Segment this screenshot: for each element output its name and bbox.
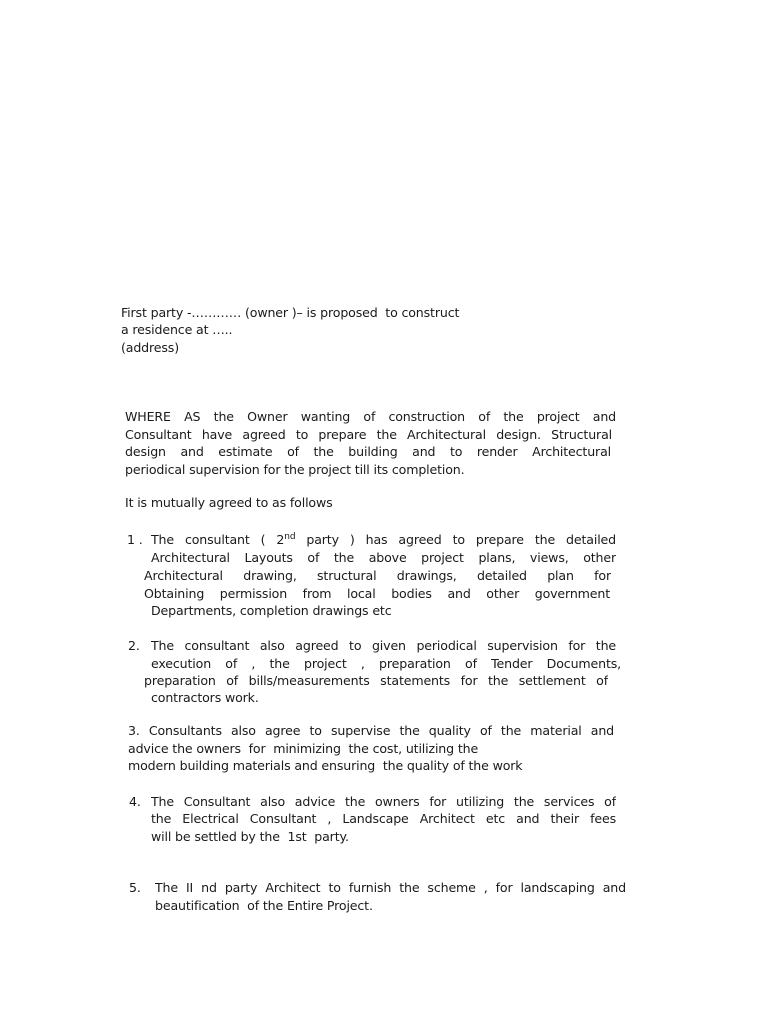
clause-1-line-1-b: party ) has agreed to prepare the detailed: [295, 532, 616, 547]
clause-3-line-3: modern building materials and ensuring the quality of the work: [128, 758, 523, 773]
clause-1-line-4: Obtaining permission from local bodies and other government: [144, 586, 610, 601]
clause-2-line-1: The consultant also agreed to given periodical supervision for the: [151, 638, 616, 653]
clause-2-line-4: contractors work.: [151, 690, 259, 705]
clause-1-line-5: Departments, completion drawings etc: [151, 603, 392, 618]
clause-4-line-3: will be settled by the 1st party.: [151, 829, 349, 844]
clause-1-superscript: nd: [284, 532, 296, 542]
clause-1-line-3: Architectural drawing, structural drawings, detailed plan for: [144, 568, 611, 583]
address-line: (address): [121, 340, 179, 355]
whereas-line-3: design and estimate of the building and to render Architectural: [125, 444, 611, 459]
clause-1-line-1-a: The consultant ( 2: [151, 532, 285, 547]
clause-1-line-2: Architectural Layouts of the above project plans, views, other: [151, 550, 616, 565]
clause-1-line-1: [151, 531, 616, 548]
clause-3-line-1: 3. Consultants also agree to supervise the quality of the material and: [128, 723, 614, 738]
clause-2-number: 2.: [128, 638, 140, 653]
residence-line: a residence at …..: [121, 322, 233, 337]
clause-4-line-1: The Consultant also advice the owners for utilizing the services of: [151, 794, 616, 809]
clause-2-line-3: preparation of bills/measurements statements for the settlement of: [144, 673, 608, 688]
clause-5-line-2: beautification of the Entire Project.: [155, 898, 373, 913]
first-party-line: First party -………… (owner )– is proposed to construct: [121, 305, 460, 320]
clause-4-number: 4.: [129, 794, 141, 809]
agreed-line: It is mutually agreed to as follows: [125, 495, 333, 510]
clause-3-line-2: advice the owners for minimizing the cost, utilizing the: [128, 741, 479, 756]
clause-5-number: 5.: [129, 880, 141, 895]
clause-5-line-1: The II nd party Architect to furnish the scheme , for landscaping and: [155, 880, 626, 895]
clause-1-number: 1 .: [127, 532, 143, 547]
whereas-line-4: periodical supervision for the project till its completion.: [125, 462, 465, 477]
whereas-line-1: WHERE AS the Owner wanting of construction of the project and: [125, 409, 616, 424]
clause-4-line-2: the Electrical Consultant , Landscape Architect etc and their fees: [151, 811, 616, 826]
whereas-line-2: Consultant have agreed to prepare the Architectural design. Structural: [125, 427, 612, 442]
clause-2-line-2: execution of , the project , preparation of Tender Documents,: [151, 656, 621, 671]
